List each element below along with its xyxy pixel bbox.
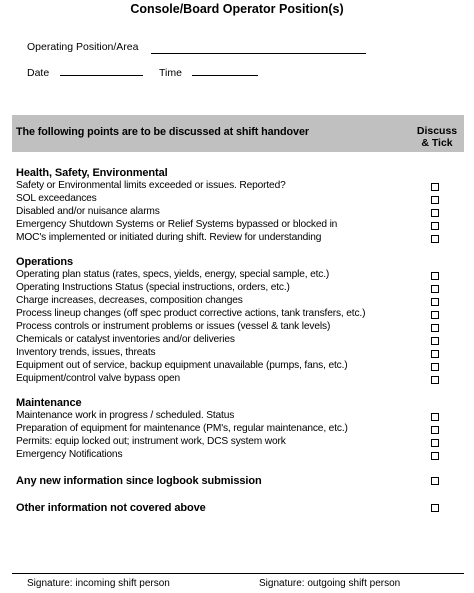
- checkbox[interactable]: [431, 311, 439, 319]
- checklist-item: Disabled and/or nuisance alarms: [16, 206, 160, 217]
- checklist-item: Maintenance work in progress / scheduled. Status: [16, 410, 235, 421]
- section-heading-operations: Operations: [16, 256, 74, 268]
- handover-header-title: The following points are to be discussed at shift handover: [16, 126, 309, 138]
- discuss-tick-line2: & Tick: [421, 137, 453, 149]
- checkbox[interactable]: [431, 222, 439, 230]
- checklist-item: Safety or Environmental limits exceeded or issues. Reported?: [16, 180, 286, 191]
- discuss-tick-line1: Discuss: [416, 125, 458, 137]
- checkbox[interactable]: [431, 504, 439, 512]
- checklist-item: Emergency Shutdown Systems or Relief Systems bypassed or blocked in: [16, 219, 338, 230]
- checkbox[interactable]: [431, 426, 439, 434]
- checkbox[interactable]: [431, 272, 439, 280]
- checklist-item: Charge increases, decreases, composition changes: [16, 295, 243, 306]
- checkbox[interactable]: [431, 196, 439, 204]
- checklist-item: SOL exceedances: [16, 193, 97, 204]
- checklist-item: MOC's implemented or initiated during shift. Review for understanding: [16, 232, 322, 243]
- section-heading-hse: Health, Safety, Environmental: [16, 167, 168, 179]
- checklist-item: Process lineup changes (off spec product corrective actions, tank transfers, etc.): [16, 308, 366, 319]
- checkbox[interactable]: [431, 376, 439, 384]
- checklist-item: Process controls or instrument problems or issues (vessel & tank levels): [16, 321, 331, 332]
- discuss-tick-header: [409, 125, 465, 149]
- checkbox[interactable]: [431, 477, 439, 485]
- checkbox[interactable]: [431, 209, 439, 217]
- checkbox[interactable]: [431, 452, 439, 460]
- checkbox[interactable]: [431, 337, 439, 345]
- time-label: Time: [159, 67, 182, 79]
- date-field[interactable]: [60, 75, 143, 76]
- checkbox[interactable]: [431, 363, 439, 371]
- checkbox[interactable]: [431, 350, 439, 358]
- section-heading-new-information: Any new information since logbook submission: [16, 475, 262, 487]
- checklist-item: Permits: equip locked out; instrument work, DCS system work: [16, 436, 286, 447]
- checklist-item: Operating Instructions Status (special instructions, orders, etc.): [16, 282, 290, 293]
- checkbox[interactable]: [431, 413, 439, 421]
- checkbox[interactable]: [431, 285, 439, 293]
- operating-position-field[interactable]: [151, 53, 366, 54]
- checkbox[interactable]: [431, 298, 439, 306]
- checklist-item: Emergency Notifications: [16, 449, 123, 460]
- signature-line: [12, 573, 464, 574]
- signature-outgoing-label: Signature: outgoing shift person: [259, 578, 401, 589]
- section-heading-other-information: Other information not covered above: [16, 502, 206, 514]
- checkbox[interactable]: [431, 183, 439, 191]
- checklist-item: Inventory trends, issues, threats: [16, 347, 156, 358]
- checklist-item: Preparation of equipment for maintenance (PM's, regular maintenance, etc.): [16, 423, 348, 434]
- checkbox[interactable]: [431, 235, 439, 243]
- date-label: Date: [27, 67, 50, 79]
- checkbox[interactable]: [431, 324, 439, 332]
- checklist-item: Equipment out of service, backup equipment unavailable (pumps, fans, etc.): [16, 360, 348, 371]
- checkbox[interactable]: [431, 439, 439, 447]
- form-title: Console/Board Operator Position(s): [130, 2, 344, 16]
- operating-position-label: Operating Position/Area: [27, 41, 139, 53]
- signature-incoming-label: Signature: incoming shift person: [27, 578, 170, 589]
- time-field[interactable]: [192, 75, 258, 76]
- checklist-item: Operating plan status (rates, specs, yields, energy, special sample, etc.): [16, 269, 330, 280]
- section-heading-maintenance: Maintenance: [16, 397, 82, 409]
- checklist-item: Chemicals or catalyst inventories and/or deliveries: [16, 334, 235, 345]
- checklist-item: Equipment/control valve bypass open: [16, 373, 181, 384]
